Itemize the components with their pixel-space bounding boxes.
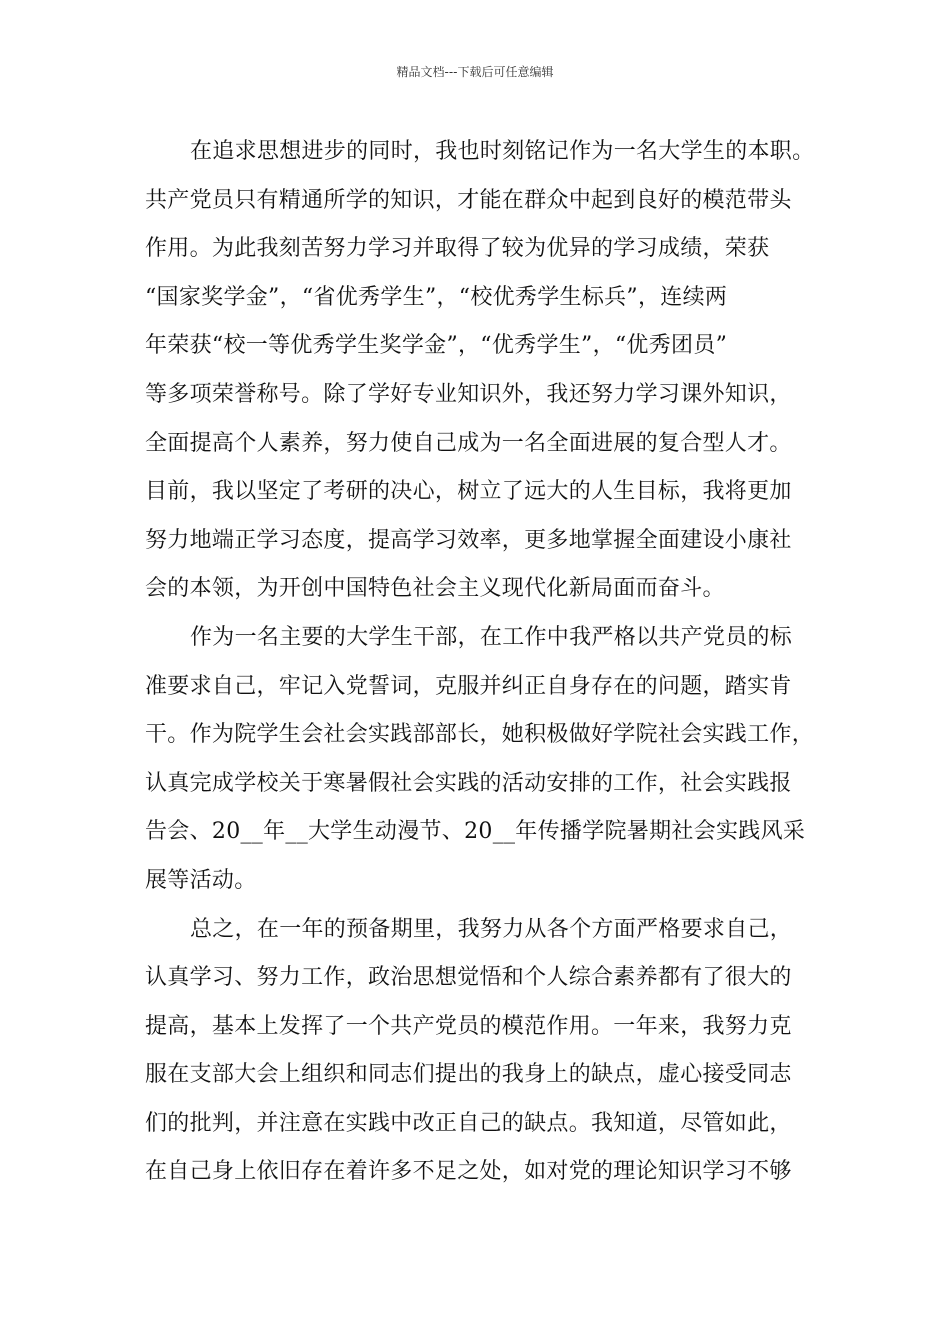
text-line: 认真学习、努力工作，政治思想觉悟和个人综合素养都有了很大的 (145, 965, 792, 991)
text-line: 们的批判，并注意在实践中改正自己的缺点。我知道，尽管如此， (145, 1110, 792, 1136)
text-line: 准要求自己，牢记入党誓词，克服并纠正自身存在的问题，踏实肯 (145, 673, 792, 699)
text-line: 作用。为此我刻苦努力学习并取得了较为优异的学习成绩，荣获 (145, 236, 770, 262)
text-line: 全面提高个人素养，努力使自己成为一名全面进展的复合型人才。 (145, 430, 792, 456)
text-line: 共产党员只有精通所学的知识，才能在群众中起到良好的模范带头 (145, 187, 792, 213)
text-line: 在追求思想进步的同时，我也时刻铭记作为一名大学生的本职。 (190, 139, 815, 164)
text-line: 等多项荣誉称号。除了学好专业知识外，我还努力学习课外知识， (145, 381, 792, 407)
text-line: 提高，基本上发挥了一个共产党员的模范作用。一年来，我努力克 (145, 1013, 792, 1039)
text-line: 服在支部大会上组织和同志们提出的我身上的缺点，虚心接受同志 (145, 1062, 792, 1088)
text-line: 认真完成学校关于寒暑假社会实践的活动安排的工作，社会实践报 (145, 770, 792, 796)
text-line: 告会、20__年__大学生动漫节、20__年传播学院暑期社会实践风采 (145, 819, 806, 845)
text-line: 努力地端正学习态度，提高学习效率，更多地掌握全面建设小康社 (145, 527, 792, 553)
text-line: 总之，在一年的预备期里，我努力从各个方面严格要求自己， (190, 916, 793, 942)
text-line: 干。作为院学生会社会实践部部长，她积极做好学院社会实践工作， (145, 722, 815, 748)
document-body (145, 128, 815, 1197)
text-line: 年荣获“校一等优秀学生奖学金”，“优秀学生”，“优秀团员” (145, 333, 728, 359)
page-header: 精品文档---下载后可任意编辑 (396, 65, 554, 79)
text-line: 作为一名主要的大学生干部，在工作中我严格以共产党员的标 (190, 624, 793, 650)
text-line: 在自己身上依旧存在着许多不足之处，如对党的理论知识学习不够 (145, 1159, 792, 1185)
text-line: 展等活动。 (145, 867, 257, 893)
text-line: “国家奖学金”，“省优秀学生”，“校优秀学生标兵”，连续两 (145, 284, 728, 310)
text-line: 会的本领，为开创中国特色社会主义现代化新局面而奋斗。 (145, 576, 725, 602)
text-line: 目前，我以坚定了考研的决心，树立了远大的人生目标，我将更加 (145, 479, 792, 505)
